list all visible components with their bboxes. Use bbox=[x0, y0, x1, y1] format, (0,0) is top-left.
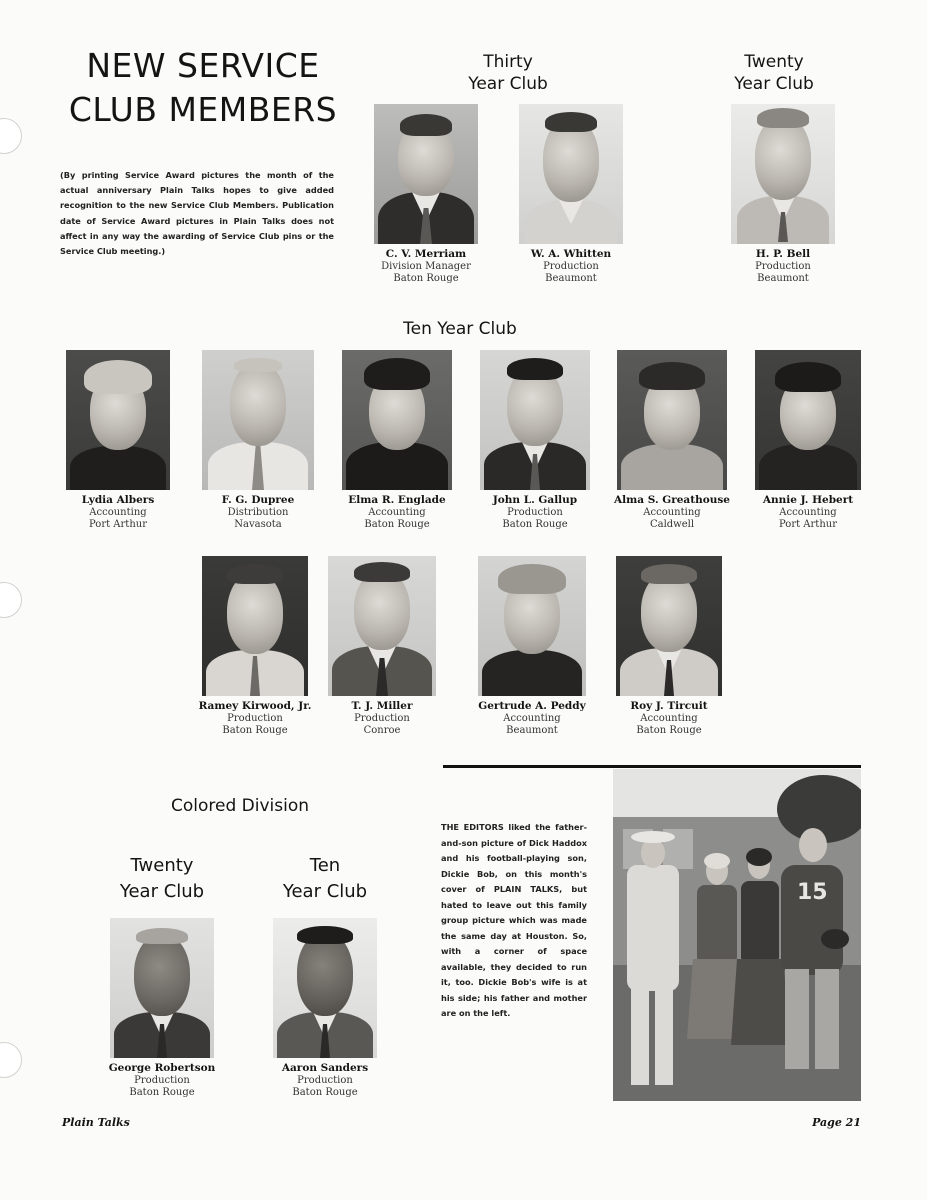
jersey-number: 15 bbox=[797, 880, 828, 905]
page-title bbox=[58, 44, 348, 132]
intro-paragraph: (By printing Service Award pictures the month of the actual anniversary Plain Talks hopes to give added recognition to the new Service Club Members. Publication date of Service Award pictures in Plain Talks does not affect in any way the awarding of Service Club pins or the Service Club meeting.) bbox=[60, 170, 334, 257]
member-department: Production bbox=[755, 261, 811, 272]
twenty-year-heading bbox=[694, 51, 854, 95]
member-name: Lydia Albers bbox=[81, 494, 155, 506]
portrait-photo bbox=[519, 104, 623, 244]
member-name: H. P. Bell bbox=[755, 248, 811, 260]
member-department: Accounting bbox=[779, 507, 837, 518]
portrait-photo bbox=[617, 350, 727, 490]
member-card bbox=[604, 556, 734, 737]
publication-name: Plain Talks bbox=[62, 1116, 130, 1129]
member-department: Accounting bbox=[368, 507, 426, 518]
member-card bbox=[190, 350, 326, 531]
member-name: Aaron Sanders bbox=[281, 1062, 369, 1074]
member-department: Accounting bbox=[89, 507, 147, 518]
member-name: Alma S. Greathouse bbox=[614, 494, 730, 506]
page-number: Page 21 bbox=[812, 1116, 861, 1129]
divider-rule bbox=[443, 765, 861, 768]
portrait-photo bbox=[342, 350, 452, 490]
member-department: Accounting bbox=[503, 713, 561, 724]
binder-hole bbox=[0, 1042, 22, 1078]
colored-division-heading: Colored Division bbox=[170, 796, 310, 816]
member-location: Port Arthur bbox=[88, 519, 147, 530]
member-card bbox=[468, 350, 602, 531]
portrait-photo bbox=[273, 918, 377, 1058]
portrait-photo bbox=[374, 104, 478, 244]
member-department: Production bbox=[543, 261, 599, 272]
portrait-photo bbox=[202, 556, 308, 696]
heading-line: Year Club bbox=[119, 881, 205, 902]
member-name: Ramey Kirwood, Jr. bbox=[198, 700, 312, 712]
member-location: Conroe bbox=[363, 725, 401, 736]
member-name: W. A. Whitten bbox=[530, 248, 612, 260]
member-department: Distribution bbox=[227, 507, 289, 518]
member-department: Production bbox=[134, 1075, 190, 1086]
member-department: Division Manager bbox=[381, 261, 471, 272]
family-group-photo bbox=[613, 769, 861, 1101]
member-name: Gertrude A. Peddy bbox=[478, 700, 586, 712]
member-card bbox=[92, 918, 232, 1099]
member-card bbox=[326, 556, 438, 737]
heading-line: Twenty bbox=[130, 855, 194, 876]
member-department: Production bbox=[227, 713, 283, 724]
member-location: Navasota bbox=[234, 519, 282, 530]
member-card bbox=[742, 350, 874, 531]
member-location: Baton Rouge bbox=[636, 725, 702, 736]
member-location: Baton Rouge bbox=[364, 519, 430, 530]
portrait-photo bbox=[480, 350, 590, 490]
portrait-photo bbox=[110, 918, 214, 1058]
member-location: Beaumont bbox=[545, 273, 597, 284]
editors-caption: THE EDITORS liked the father-and-son picture of Dick Haddox and his football-playing son, Dickie Bob, on this month's cover of PLAIN TALKS, but hated to leave out this family group picture which was made the same day at Houston. So, with a corner of space available, they decided to run it, too. Dickie Bob's wife is at his side; his father and mother are on the left. bbox=[441, 822, 587, 1018]
member-name: C. V. Merriam bbox=[385, 248, 467, 260]
member-location: Baton Rouge bbox=[393, 273, 459, 284]
member-card bbox=[701, 104, 865, 285]
member-location: Caldwell bbox=[649, 519, 695, 530]
member-card bbox=[52, 350, 184, 531]
heading-line: Twenty bbox=[744, 52, 804, 72]
binder-hole bbox=[0, 118, 22, 154]
family-photo-illustration bbox=[613, 769, 861, 1101]
member-location: Beaumont bbox=[506, 725, 558, 736]
member-card bbox=[356, 104, 496, 285]
member-department: Accounting bbox=[640, 713, 698, 724]
member-location: Baton Rouge bbox=[222, 725, 288, 736]
member-card bbox=[330, 350, 464, 531]
heading-line: Year Club bbox=[734, 74, 814, 94]
member-department: Production bbox=[297, 1075, 353, 1086]
member-card bbox=[255, 918, 395, 1099]
member-name: George Robertson bbox=[108, 1062, 216, 1074]
title-line: NEW SERVICE bbox=[86, 46, 320, 85]
ten-year-heading: Ten Year Club bbox=[403, 319, 517, 339]
member-card bbox=[190, 556, 320, 737]
heading-line: Year Club bbox=[468, 74, 548, 94]
portrait-photo bbox=[328, 556, 436, 696]
colored-twenty-heading bbox=[92, 853, 232, 905]
heading-line: Thirty bbox=[483, 52, 533, 72]
heading-line: Ten bbox=[309, 855, 341, 876]
member-name: Elma R. Englade bbox=[348, 494, 446, 506]
member-department: Accounting bbox=[643, 507, 701, 518]
member-name: T. J. Miller bbox=[351, 700, 413, 712]
member-department: Production bbox=[354, 713, 410, 724]
member-name: Roy J. Tircuit bbox=[630, 700, 708, 712]
portrait-photo bbox=[478, 556, 586, 696]
portrait-photo bbox=[731, 104, 835, 244]
heading-line: Year Club bbox=[282, 881, 368, 902]
colored-ten-heading bbox=[255, 853, 395, 905]
member-location: Beaumont bbox=[757, 273, 809, 284]
binder-hole bbox=[0, 582, 22, 618]
member-location: Baton Rouge bbox=[129, 1087, 195, 1098]
member-name: John L. Gallup bbox=[492, 494, 578, 506]
title-line: CLUB MEMBERS bbox=[68, 90, 338, 129]
member-location: Baton Rouge bbox=[292, 1087, 358, 1098]
portrait-photo bbox=[66, 350, 170, 490]
portrait-photo bbox=[616, 556, 722, 696]
member-department: Production bbox=[507, 507, 563, 518]
member-card bbox=[496, 104, 646, 285]
member-location: Baton Rouge bbox=[502, 519, 568, 530]
member-card bbox=[604, 350, 740, 531]
portrait-photo bbox=[202, 350, 314, 490]
thirty-year-heading bbox=[428, 51, 588, 95]
member-name: Annie J. Hebert bbox=[762, 494, 854, 506]
portrait-photo bbox=[755, 350, 861, 490]
member-name: F. G. Dupree bbox=[221, 494, 295, 506]
member-location: Port Arthur bbox=[778, 519, 837, 530]
member-card bbox=[464, 556, 600, 737]
